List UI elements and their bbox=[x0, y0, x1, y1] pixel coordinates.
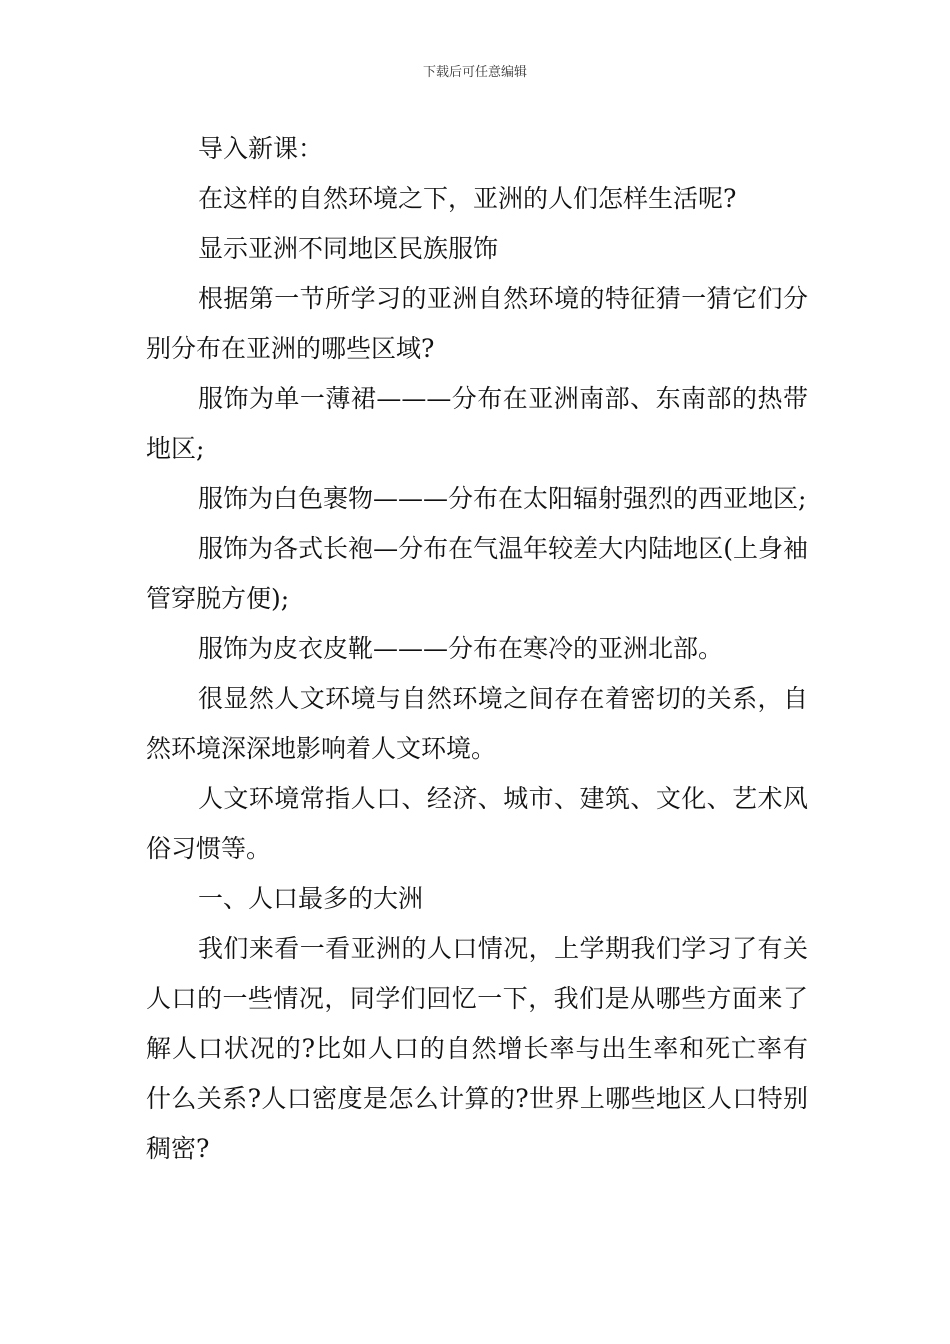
paragraph-costume-inland: 服饰为各式长袍—分布在气温年较差大内陆地区(上身袖管穿脱方便); bbox=[146, 534, 808, 613]
paragraph-show-costumes: 显示亚洲不同地区民族服饰 bbox=[198, 234, 499, 263]
paragraph-intro-heading: 导入新课： bbox=[198, 134, 324, 163]
paragraph-question: 在这样的自然环境之下，亚洲的人们怎样生活呢? bbox=[198, 184, 737, 213]
paragraph-population-review: 我们来看一看亚洲的人口情况，上学期我们学习了有关人口的一些情况，同学们回忆一下，我们是从哪些方面来了解人口状况的?比如人口的自然增长率与出生率和死亡率有什么关系?人口密度是怎么计算的?世界上哪些地区人口特别稠密? bbox=[146, 934, 808, 1163]
paragraph-costume-north: 服饰为皮衣皮靴———分布在寒冷的亚洲北部。 bbox=[198, 634, 724, 663]
document-body bbox=[146, 124, 808, 1174]
paragraph-costume-tropical: 服饰为单一薄裙———分布在亚洲南部、东南部的热带地区; bbox=[146, 384, 808, 463]
paragraph-human-environment: 人文环境常指人口、经济、城市、建筑、文化、艺术风俗习惯等。 bbox=[146, 784, 808, 863]
section-heading-population: 一、人口最多的大洲 bbox=[198, 884, 424, 913]
paragraph-guess-regions: 根据第一节所学习的亚洲自然环境的特征猜一猜它们分别分布在亚洲的哪些区域? bbox=[146, 284, 808, 363]
page-header-note: 下载后可任意编辑 bbox=[422, 65, 527, 80]
paragraph-costume-west-asia: 服饰为白色裹物———分布在太阳辐射强烈的西亚地区; bbox=[198, 484, 807, 513]
paragraph-relationship: 很显然人文环境与自然环境之间存在着密切的关系，自然环境深深地影响着人文环境。 bbox=[146, 684, 808, 763]
